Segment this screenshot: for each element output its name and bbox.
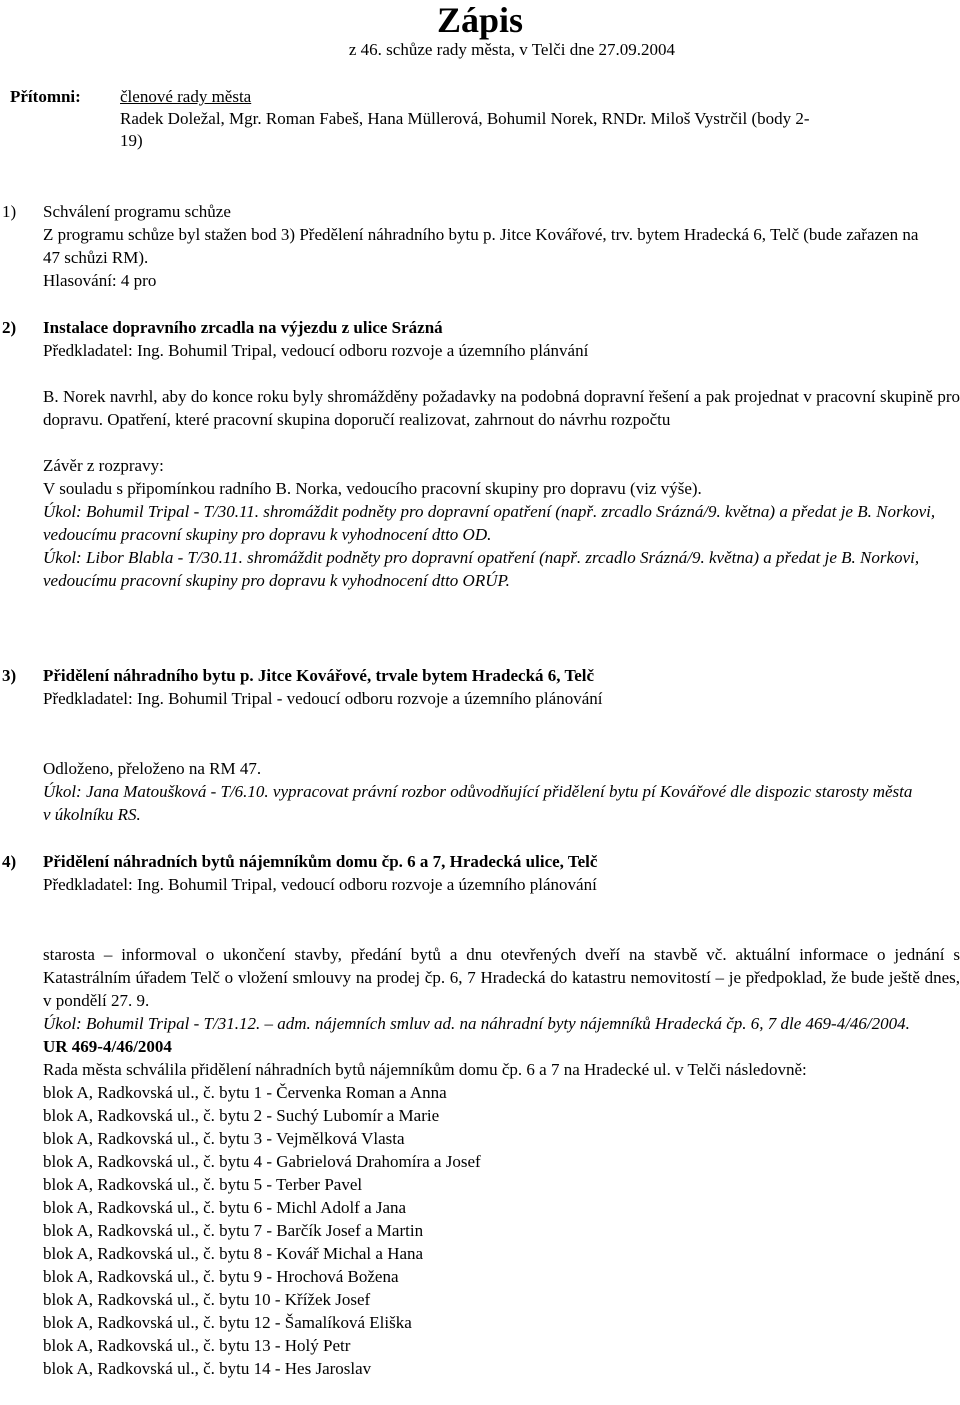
allocation-list	[43, 1081, 960, 1380]
vote-result: Hlasování: 4 pro	[43, 271, 157, 290]
present-names: Radek Doležal, Mgr. Roman Fabeš, Hana Müllerová, Bohumil Norek, RNDr. Miloš Vystrčil (body 2-	[120, 109, 810, 128]
list-item: blok A, Radkovská ul., č. bytu 14 - Hes Jaroslav	[43, 1359, 372, 1378]
section-number: 4)	[2, 852, 17, 871]
conclusion-label: Závěr z rozpravy:	[43, 456, 164, 475]
section-number: 2)	[2, 318, 17, 337]
result: Odloženo, přeloženo na RM 47.	[43, 759, 262, 778]
page-subtitle: z 46. schůze rady města, v Telči dne 27.09.2004	[348, 40, 675, 59]
section-heading: Instalace dopravního zrcadla na výjezdu z ulice Srázná	[43, 318, 443, 337]
list-item: blok A, Radkovská ul., č. bytu 12 - Šamalíková Eliška	[43, 1313, 412, 1332]
section-4	[0, 850, 960, 1380]
present-names-cont: 19)	[120, 131, 143, 150]
task-item: Úkol: Jana Matoušková - T/6.10. vypracovat právní rozbor odůvodňující přidělení bytu pí Kovářové dle dispozic starosty města v úkolníku RS.	[43, 782, 913, 824]
list-item: blok A, Radkovská ul., č. bytu 7 - Barčík Josef a Martin	[43, 1221, 424, 1240]
present-group: členové rady města	[120, 87, 252, 106]
discussion: B. Norek navrhl, aby do konce roku byly shromážděny požadavky na podobná dopravní řešení a pak projednat v pracovní skupině pro dopravu. Opatření, které pracovní skupina doporučí realizovat, zahrnout do návrhu rozpočtu	[43, 387, 960, 429]
section-heading: Schválení programu schůze	[43, 202, 231, 221]
section-heading: Přidělení náhradních bytů nájemníkům domu čp. 6 a 7, Hradecká ulice, Telč	[43, 852, 598, 871]
section-number: 1)	[2, 202, 17, 221]
conclusion: V souladu s připomínkou radního B. Norka, vedoucího pracovní skupiny pro dopravu (viz výše).	[43, 479, 702, 498]
section-1	[0, 200, 960, 292]
section-text: Z programu schůze byl stažen bod 3) Předělení náhradního bytu p. Jitce Kovářové, trv. bytem Hradecká 6, Telč (bude zařazen na 47 schůzi RM).	[43, 225, 919, 267]
resolution-text: Rada města schválila přidělení náhradních bytů nájemníkům domu čp. 6 a 7 na Hradecké ul. v Telči následovně:	[43, 1060, 807, 1079]
list-item: blok A, Radkovská ul., č. bytu 4 - Gabrielová Drahomíra a Josef	[43, 1152, 481, 1171]
task-item: Úkol: Bohumil Tripal - T/31.12. – adm. nájemních smluv ad. na náhradní byty nájemníků Hradecká čp. 6, 7 dle 469-4/46/2004.	[43, 1014, 910, 1033]
present-block	[120, 86, 950, 152]
section-heading: Přidělení náhradního bytu p. Jitce Kovářové, trvale bytem Hradecká 6, Telč	[43, 666, 595, 685]
list-item: blok A, Radkovská ul., č. bytu 9 - Hrochová Božena	[43, 1267, 399, 1286]
list-item: blok A, Radkovská ul., č. bytu 5 - Terber Pavel	[43, 1175, 363, 1194]
section-number: 3)	[2, 666, 17, 685]
section-2	[0, 316, 960, 592]
present-label: Přítomni:	[10, 87, 81, 106]
page-title: Zápis	[436, 0, 523, 40]
list-item: blok A, Radkovská ul., č. bytu 3 - Vejmělková Vlasta	[43, 1129, 405, 1148]
list-item: blok A, Radkovská ul., č. bytu 13 - Holý Petr	[43, 1336, 351, 1355]
presenter: Předkladatel: Ing. Bohumil Tripal - vedoucí odboru rozvoje a územního plánování	[43, 689, 603, 708]
presenter: Předkladatel: Ing. Bohumil Tripal, vedoucí odboru rozvoje a územního plánování	[43, 875, 597, 894]
task-item: Úkol: Libor Blabla - T/30.11. shromáždit podněty pro dopravní opatření (např. zrcadlo Srázná/9. května) a předat je B. Norkovi, vedoucímu pracovní skupiny pro dopravu k vyhodnocení dtto ORÚP.	[43, 548, 920, 590]
list-item: blok A, Radkovská ul., č. bytu 8 - Kovář Michal a Hana	[43, 1244, 424, 1263]
info-text: starosta – informoval o ukončení stavby, předání bytů a dnu otevřených dveří na stavbě vč. aktuální informace o jednání s Katastrálním úřadem Telč o vložení smlouvy na prodej čp. 6, 7 Hradecká do katastru nemovitostí – je předpoklad, že bude ještě dnes, v pondělí 27. 9.	[43, 945, 960, 1010]
list-item: blok A, Radkovská ul., č. bytu 1 - Červenka Roman a Anna	[43, 1083, 447, 1102]
list-item: blok A, Radkovská ul., č. bytu 2 - Suchý Lubomír a Marie	[43, 1106, 440, 1125]
presenter: Předkladatel: Ing. Bohumil Tripal, vedoucí odboru rozvoje a územního plánvání	[43, 341, 589, 360]
resolution-id: UR 469-4/46/2004	[43, 1037, 172, 1056]
list-item: blok A, Radkovská ul., č. bytu 10 - Křížek Josef	[43, 1290, 371, 1309]
list-item: blok A, Radkovská ul., č. bytu 6 - Michl Adolf a Jana	[43, 1198, 407, 1217]
section-3	[0, 664, 960, 826]
document-header	[260, 0, 960, 60]
task-item: Úkol: Bohumil Tripal - T/30.11. shromáždit podněty pro dopravní opatření (např. zrcadlo Srázná/9. května) a předat je B. Norkovi, vedoucímu pracovní skupiny pro dopravu k vyhodnocení dtto OD.	[43, 502, 936, 544]
